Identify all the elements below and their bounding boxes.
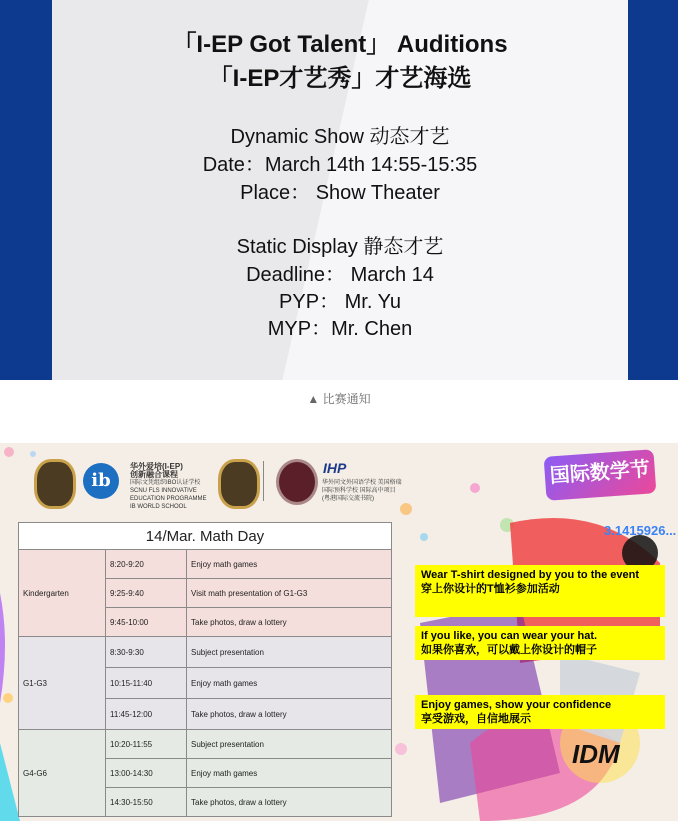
dynamic-date: Date：March 14th 14:55-15:35 [202, 154, 478, 176]
poster-title-en: 「I-EP Got Talent」 Auditions [172, 31, 508, 58]
activity-cell: Visit math presentation of G1-G3 [187, 579, 392, 608]
time-cell: 9:25-9:40 [106, 579, 187, 608]
iep-name-cn: 华外爱培(I-EP) [130, 462, 183, 471]
right-blue-bar [628, 0, 678, 380]
static-myp: MYP：Mr. Chen [267, 318, 413, 340]
note-cn: 如果你喜欢，可以戴上你设计的帽子 [421, 644, 597, 656]
time-cell: 11:45-12:00 [106, 699, 187, 730]
dynamic-heading: Dynamic Show 动态才艺 [230, 126, 450, 148]
activity-cell: Enjoy math games [187, 759, 392, 788]
dynamic-place: Place： Show Theater [240, 182, 440, 204]
activity-cell: Enjoy math games [187, 550, 392, 579]
table-row [19, 637, 392, 668]
note-en: Enjoy games, show your confidence [421, 699, 612, 711]
note-cn: 穿上你设计的T恤衫参加活动 [421, 583, 560, 595]
note-hat [415, 626, 665, 660]
note-tshirt [415, 565, 665, 617]
level-cell: G1-G3 [19, 637, 106, 730]
note-confidence [415, 695, 665, 729]
school-crest-icon [34, 459, 76, 509]
table-title: 14/Mar. Math Day [19, 523, 392, 550]
activity-cell: Take photos, draw a lottery [187, 608, 392, 637]
time-cell: 10:20-11:55 [106, 730, 187, 759]
table-row [19, 730, 392, 759]
table-row [19, 550, 392, 579]
level-cell: G4-G6 [19, 730, 106, 817]
iep-ib-cn: 国际文凭组织IBO认证学校 [130, 480, 201, 486]
iep-program-cn: 创新融合课程 [130, 470, 178, 479]
activity-cell: Enjoy math games [187, 668, 392, 699]
talent-poster [0, 0, 678, 380]
iep-name-en: SCNU FLS INNOVATIVE EDUCATION PROGRAMME IB WORLD SCHOOL [130, 488, 207, 510]
idm-logo: IDM [572, 739, 620, 769]
activity-cell: Take photos, draw a lottery [187, 699, 392, 730]
activity-cell: Take photos, draw a lottery [187, 788, 392, 817]
math-festival-badge: 国际数学节 [544, 449, 657, 501]
time-cell: 9:45-10:00 [106, 608, 187, 637]
note-en: If you like, you can wear your hat. [421, 630, 598, 642]
time-cell: 14:30-15:50 [106, 788, 187, 817]
ihp-logo-text: 华外同文外国语学校 美国格瑞国际预科学校 国际高中项目 (粤港国际交流书院) [322, 480, 402, 502]
logo-divider [263, 461, 264, 501]
ib-logo-icon: ib [83, 463, 119, 499]
time-cell: 10:15-11:40 [106, 668, 187, 699]
time-cell: 8:30-9:30 [106, 637, 187, 668]
static-heading: Static Display 静态才艺 [236, 236, 444, 258]
note-en: Wear T-shirt designed by you to the event [421, 569, 640, 581]
time-cell: 13:00-14:30 [106, 759, 187, 788]
iep-logo-text [130, 463, 210, 511]
poster-title-cn: 「I-EP才艺秀」才艺海选 [208, 65, 472, 92]
static-deadline: Deadline： March 14 [246, 264, 434, 286]
pi-text: 3.1415926... [604, 523, 677, 538]
math-day-poster [0, 443, 678, 821]
activity-cell: Subject presentation [187, 637, 392, 668]
academy-seal-icon [276, 459, 318, 505]
static-pyp: PYP： Mr. Yu [279, 291, 401, 313]
note-cn: 享受游戏，自信地展示 [421, 713, 531, 725]
activity-cell: Subject presentation [187, 730, 392, 759]
time-cell: 8:20-9:20 [106, 550, 187, 579]
ihp-logo: IHP [323, 460, 347, 476]
school-crest-icon [218, 459, 260, 509]
left-blue-bar [0, 0, 52, 380]
level-cell: Kindergarten [19, 550, 106, 637]
image-caption: ▲ 比赛通知 [307, 392, 371, 406]
math-day-schedule-table [18, 522, 392, 817]
